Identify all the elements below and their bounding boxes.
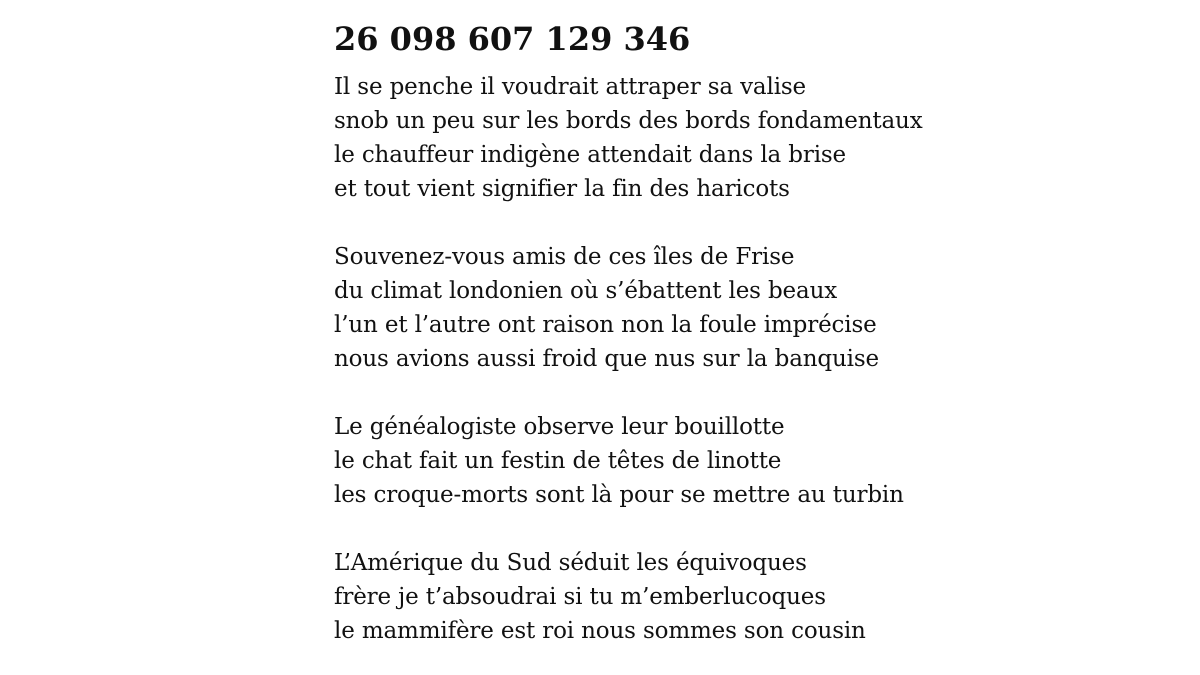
verse-line: les croque-morts sont là pour se mettre au turbin <box>334 482 904 508</box>
verse-line: l’un et l’autre ont raison non la foule imprécise <box>334 312 877 338</box>
stanza-2 <box>334 240 1094 376</box>
stanza-4 <box>334 546 1094 648</box>
verse-line: du climat londonien où s’ébattent les beaux <box>334 278 838 304</box>
verse-line: frère je t’absoudrai si tu m’emberlucoques <box>334 584 826 610</box>
verse-line: Le généalogiste observe leur bouillotte <box>334 414 785 440</box>
verse-line: et tout vient signifier la fin des haricots <box>334 176 790 202</box>
verse-line: le chauffeur indigène attendait dans la brise <box>334 142 847 168</box>
verse-line: nous avions aussi froid que nus sur la banquise <box>334 346 879 372</box>
verse-line: Souvenez-vous amis de ces îles de Frise <box>334 244 795 270</box>
poem-body <box>334 70 1094 648</box>
stanza-3 <box>334 410 1094 512</box>
verse-line: le chat fait un festin de têtes de linotte <box>334 448 782 474</box>
poem-page <box>334 18 1094 648</box>
verse-line: Il se penche il voudrait attraper sa valise <box>334 74 807 100</box>
verse-line: le mammifère est roi nous sommes son cousin <box>334 618 866 644</box>
poem-title: 26 098 607 129 346 <box>334 20 691 58</box>
stanza-1 <box>334 70 1094 206</box>
verse-line: L’Amérique du Sud séduit les équivoques <box>334 550 807 576</box>
verse-line: snob un peu sur les bords des bords fondamentaux <box>334 108 923 134</box>
